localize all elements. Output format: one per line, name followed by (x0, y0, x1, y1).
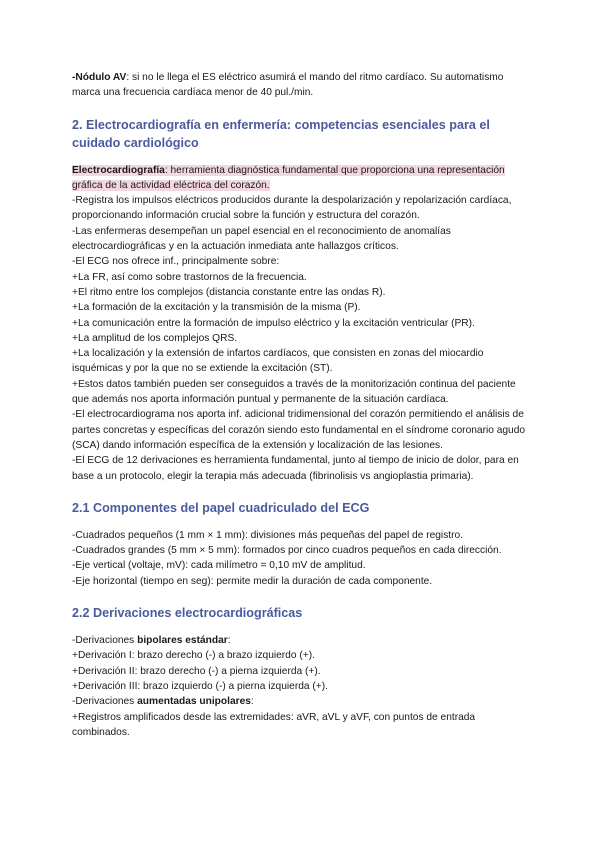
definition-paragraph (72, 163, 534, 194)
s21-line: -Cuadrados grandes (5 mm × 5 mm): formados por cinco cuadros pequeños en cada dirección. (72, 545, 502, 557)
s2-line: +La formación de la excitación y la transmisión de la misma (P). (72, 302, 361, 314)
s2-line: -Las enfermeras desempeñan un papel esencial en el reconocimiento de anomalías electrocardiográficas y en la actuación inmediata ante hallazgos críticos. (72, 225, 451, 253)
augmented-prefix: -Derivaciones (72, 696, 138, 708)
document-content (72, 70, 534, 740)
augmented-heading-line (72, 694, 534, 709)
s21-line: -Eje vertical (voltaje, mV): cada milímetro = 0,10 mV de amplitud. (72, 560, 366, 572)
s2-line: +La FR, así como sobre trastornos de la frecuencia. (72, 271, 307, 283)
s2-line: +Estos datos también pueden ser conseguidos a través de la monitorización continua del paciente que además nos aporta información puntual y permanente de la situación cardíaca. (72, 378, 516, 406)
s2-line: +La localización y la extensión de infartos cardíacos, que consisten en zonas del miocardio isquémicas y por la que no se extiende la excitación (ST). (72, 348, 484, 375)
section-2-2-heading: 2.2 Derivaciones electrocardiográficas (72, 606, 303, 621)
definition-highlight (72, 165, 505, 191)
nodo-av-paragraph (72, 70, 534, 101)
bipolar-item: +Derivación I: brazo derecho (-) a brazo izquierdo (+). (72, 650, 315, 662)
section-2-1-heading: 2.1 Componentes del papel cuadriculado del ECG (72, 500, 370, 515)
s21-line: -Cuadrados pequeños (1 mm × 1 mm): divisiones más pequeñas del papel de registro. (72, 529, 464, 541)
bipolar-bold: bipolares estándar (137, 635, 228, 647)
section-2-heading: 2. Electrocardiografía en enfermería: competencias esenciales para el cuidado cardiológico (72, 117, 490, 150)
augmented-bold: aumentadas unipolares (137, 696, 251, 708)
s2-line: +La amplitud de los complejos QRS. (72, 332, 238, 344)
bipolar-item: +Derivación III: brazo izquierdo (-) a pierna izquierda (+). (72, 680, 328, 692)
augmented-suffix: : (250, 696, 254, 708)
s2-line: -El ECG nos ofrece inf., principalmente sobre: (72, 256, 280, 268)
bipolar-prefix: -Derivaciones (72, 635, 138, 647)
s2-line: -El electrocardiograma nos aporta inf. adicional tridimensional del corazón permitiendo el análisis de partes concretas y específicas del corazón siendo esto fundamental en el síndrome coronario agudo (SCA) dando información específica de la extensión y localización de las lesiones. (72, 409, 526, 451)
bipolar-item: +Derivación II: brazo derecho (-) a pierna izquierda (+). (72, 665, 321, 677)
nodo-av-text: : si no le llega el ES eléctrico asumirá el mando del ritmo cardíaco. Su automatismo marca una frecuencia cardíaca menor de 40 pul./min. (72, 72, 504, 99)
bipolar-heading-line (72, 633, 534, 648)
definition-text: : herramienta diagnóstica fundamental que proporciona una representación gráfica de la actividad eléctrica del corazón. (72, 164, 505, 191)
s21-line: -Eje horizontal (tiempo en seg): permite medir la duración de cada componente. (72, 575, 433, 587)
nodo-av-label: -Nódulo AV (72, 72, 127, 83)
definition-term: Electrocardiografía (72, 164, 165, 176)
augmented-item: +Registros amplificados desde las extremidades: aVR, aVL y aVF, con puntos de entrada combinados. (72, 711, 476, 738)
s2-line: -El ECG de 12 derivaciones es herramienta fundamental, junto al tiempo de inicio de dolor, para en base a un protocolo, elegir la terapia más adecuada (fibrinolisis vs angioplastia primaria). (72, 455, 519, 482)
s2-line: +El ritmo entre los complejos (distancia constante entre las ondas R). (72, 286, 386, 298)
s2-line: +La comunicación entre la formación de impulso eléctrico y la excitación ventricular (PR). (72, 317, 475, 329)
s2-line: -Registra los impulsos eléctricos producidos durante la despolarización y repolarización cardíaca, proporcionando información crucial sobre la función y estructura del corazón. (72, 195, 512, 222)
bipolar-suffix: : (227, 635, 231, 647)
